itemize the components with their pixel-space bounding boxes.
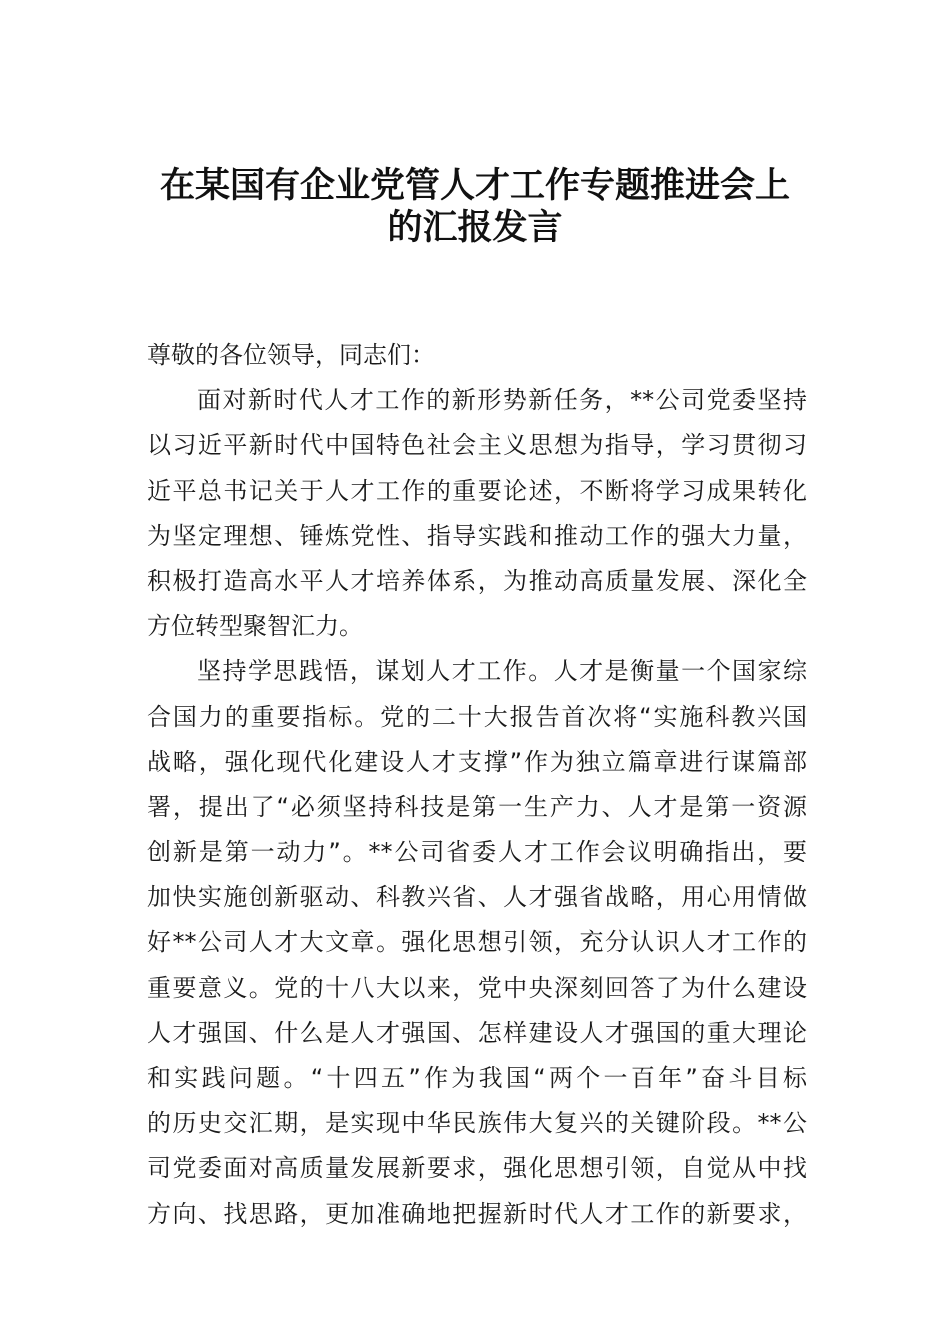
paragraph-1 — [147, 378, 807, 649]
document-body — [147, 333, 807, 1237]
paragraph-line: 面对新时代人才工作的新形势新任务，**公司党委坚持 — [197, 386, 807, 415]
paragraph-line: 方向、找思路，更加准确地把握新时代人才工作的新要求， — [147, 1199, 807, 1228]
document-title-line-2: 的汇报发言 — [387, 207, 563, 248]
paragraph-line: 合国力的重要指标。党的二十大报告首次将“实施科教兴国 — [147, 702, 807, 731]
document-title-line-1: 在某国有企业党管人才工作专题推进会上 — [159, 165, 790, 206]
paragraph-line: 战略，强化现代化建设人才支撑”作为独立篇章进行谋篇部 — [147, 747, 807, 776]
paragraph-2 — [147, 649, 807, 1236]
paragraph-line: 坚持学思践悟，谋划人才工作。人才是衡量一个国家综 — [197, 657, 807, 686]
paragraph-line: 创新是第一动力”。**公司省委人才工作会议明确指出，要 — [147, 838, 807, 867]
salutation: 尊敬的各位领导，同志们： — [147, 341, 435, 369]
paragraph-line: 重要意义。党的十八大以来，党中央深刻回答了为什么建设 — [147, 973, 807, 1002]
paragraph-line: 近平总书记关于人才工作的重要论述，不断将学习成果转化 — [147, 476, 807, 505]
paragraph-line: 加快实施创新驱动、科教兴省、人才强省战略，用心用情做 — [147, 883, 807, 912]
paragraph-line: 好**公司人才大文章。强化思想引领，充分认识人才工作的 — [147, 928, 807, 957]
paragraph-line: 的历史交汇期，是实现中华民族伟大复兴的关键阶段。**公 — [147, 1109, 807, 1138]
paragraph-line: 和实践问题。“十四五”作为我国“两个一百年”奋斗目标 — [147, 1064, 807, 1092]
paragraph-line: 署，提出了“必须坚持科技是第一生产力、人才是第一资源 — [147, 792, 807, 821]
paragraph-line: 方位转型聚智汇力。 — [147, 612, 363, 641]
paragraph-line: 人才强国、什么是人才强国、怎样建设人才强国的重大理论 — [147, 1018, 807, 1047]
paragraph-line: 积极打造高水平人才培养体系，为推动高质量发展、深化全 — [147, 566, 807, 595]
paragraph-line: 司党委面对高质量发展新要求，强化思想引领，自觉从中找 — [147, 1154, 807, 1183]
paragraph-line: 为坚定理想、锤炼党性、指导实践和推动工作的强大力量， — [147, 521, 807, 550]
paragraph-line: 以习近平新时代中国特色社会主义思想为指导，学习贯彻习 — [147, 431, 807, 460]
